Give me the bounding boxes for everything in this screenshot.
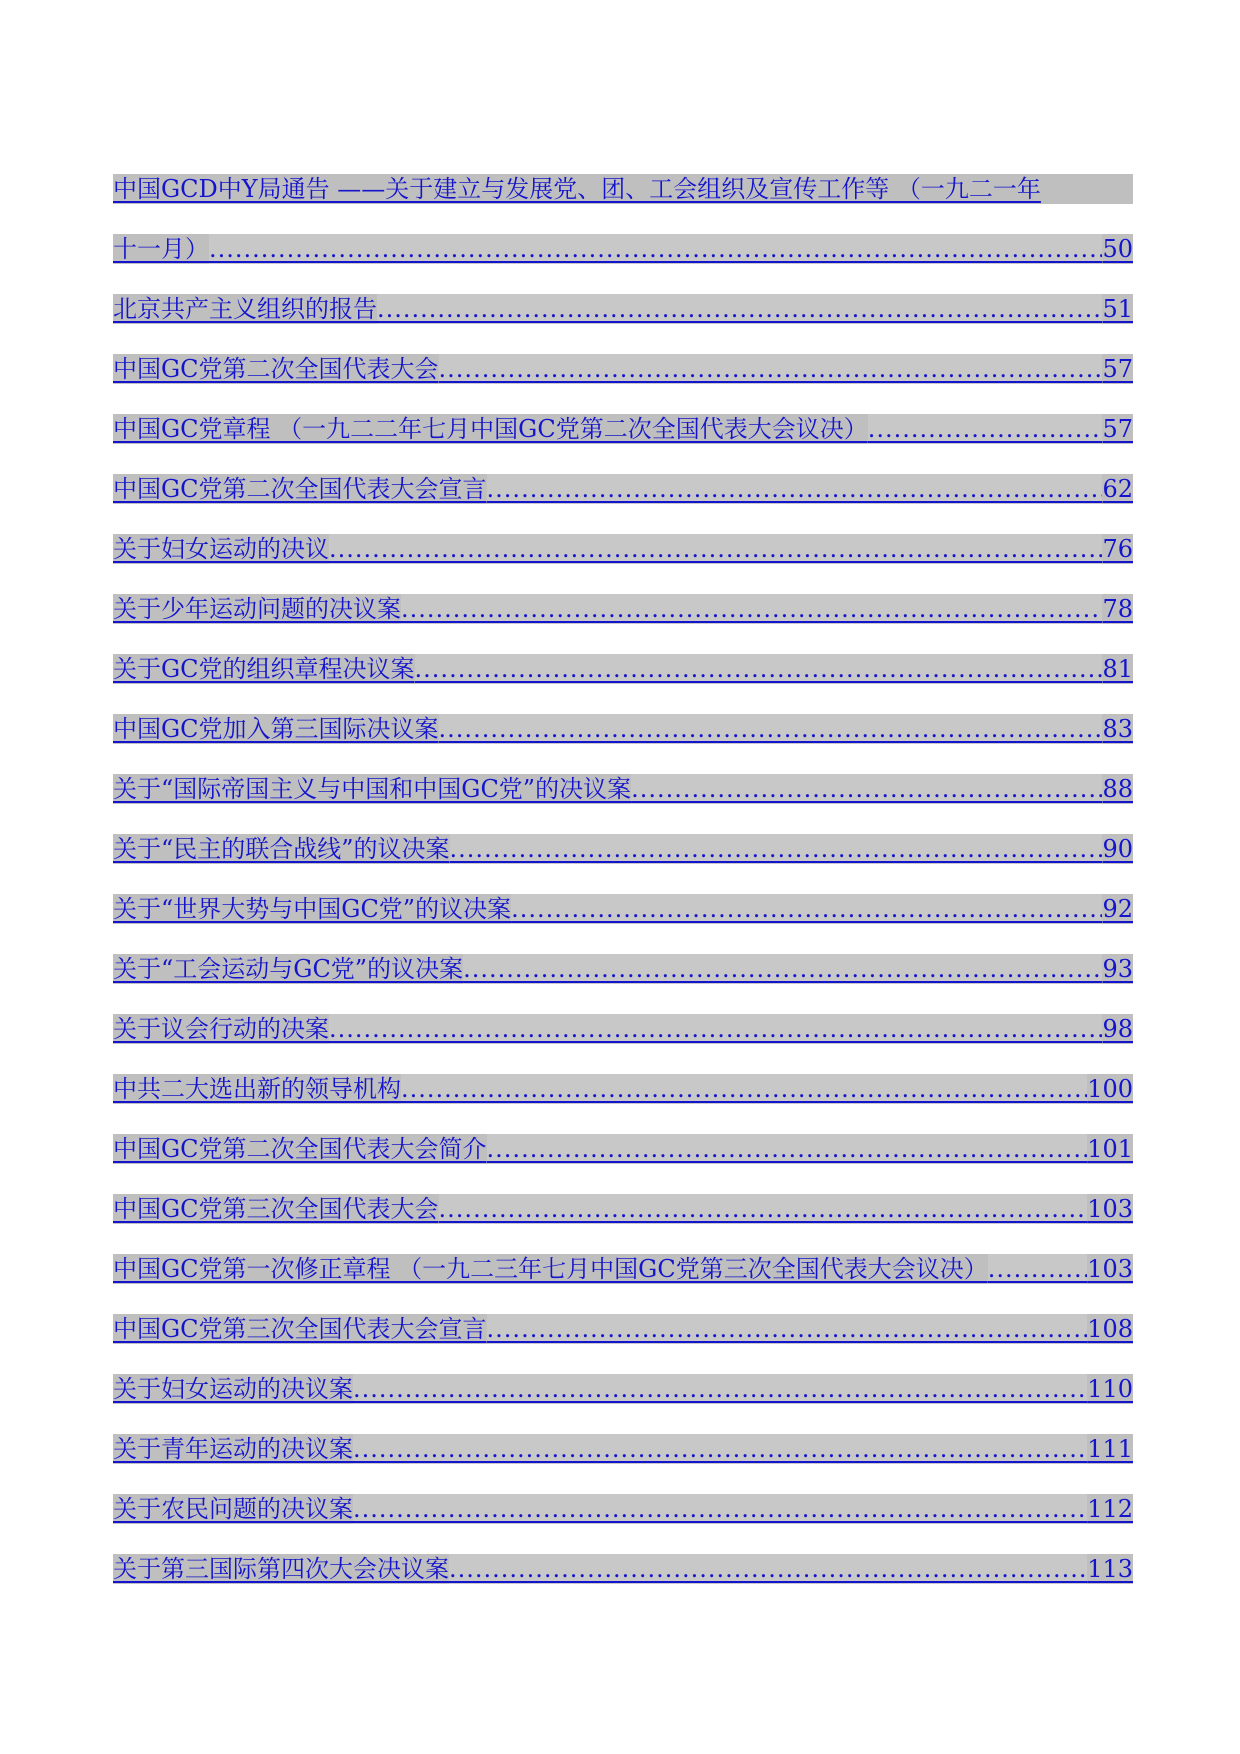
toc-entry-page-number[interactable]: 83 — [1102, 715, 1133, 743]
toc-entry-line — [113, 294, 1133, 324]
toc-entry-title[interactable]: 关于妇女运动的决议案 — [113, 1375, 353, 1403]
toc-entry-title[interactable]: 关于“国际帝国主义与中国和中国GC党”的决议案 — [113, 775, 632, 803]
toc-entry-page-number[interactable]: 92 — [1102, 895, 1133, 923]
toc-entry[interactable] — [113, 170, 1133, 290]
toc-entry[interactable] — [113, 650, 1133, 710]
toc-entry-title[interactable]: 中国GC党第二次全国代表大会 — [113, 355, 439, 383]
dot-leader[interactable] — [353, 1494, 1087, 1524]
dot-leader[interactable] — [415, 654, 1103, 684]
toc-entry-title[interactable]: 关于少年运动问题的决议案 — [113, 595, 401, 623]
dot-leader[interactable] — [868, 414, 1103, 444]
toc-entry-line — [113, 1374, 1133, 1404]
toc-entry-title[interactable]: 十一月） — [113, 235, 209, 263]
toc-entry-line — [113, 1134, 1133, 1164]
toc-entry-page-number[interactable]: 51 — [1102, 295, 1133, 323]
toc-entry-line — [113, 1314, 1133, 1344]
toc-entry[interactable] — [113, 1550, 1133, 1610]
toc-entry[interactable] — [113, 1310, 1133, 1370]
toc-entry-page-number[interactable]: 108 — [1087, 1315, 1133, 1343]
toc-entry[interactable] — [113, 470, 1133, 530]
dot-leader[interactable] — [401, 1074, 1087, 1104]
toc-entry-title[interactable]: 关于妇女运动的决议 — [113, 535, 329, 563]
toc-entry[interactable] — [113, 1430, 1133, 1490]
toc-entry-page-number[interactable]: 110 — [1087, 1375, 1133, 1403]
toc-entry-title[interactable]: 中国GC党第三次全国代表大会宣言 — [113, 1315, 487, 1343]
toc-entry-page-number[interactable]: 57 — [1102, 415, 1133, 443]
toc-entry-title[interactable]: 关于议会行动的决案 — [113, 1015, 329, 1043]
toc-entry[interactable] — [113, 890, 1133, 950]
dot-leader[interactable] — [988, 1254, 1087, 1284]
toc-entry-page-number[interactable]: 93 — [1102, 955, 1133, 983]
toc-entry-title[interactable]: 中共二大选出新的领导机构 — [113, 1075, 401, 1103]
toc-entry[interactable] — [113, 530, 1133, 590]
toc-entry-page-number[interactable]: 62 — [1102, 475, 1133, 503]
toc-entry-page-number[interactable]: 113 — [1087, 1555, 1133, 1583]
toc-entry-page-number[interactable]: 50 — [1102, 235, 1133, 263]
toc-entry-line — [113, 234, 1133, 264]
toc-entry-title[interactable]: 中国GC党第三次全国代表大会 — [113, 1195, 439, 1223]
toc-entry-line — [113, 354, 1133, 384]
toc-entry[interactable] — [113, 290, 1133, 350]
toc-entry-first-line — [113, 174, 1133, 204]
toc-entry-title[interactable]: 关于第三国际第四次大会决议案 — [113, 1555, 449, 1583]
toc-entry[interactable] — [113, 410, 1133, 470]
toc-entry-page-number[interactable]: 57 — [1102, 355, 1133, 383]
toc-entry-title[interactable]: 关于农民问题的决议案 — [113, 1495, 353, 1523]
toc-entry[interactable] — [113, 1370, 1133, 1430]
dot-leader[interactable] — [463, 954, 1102, 984]
toc-entry-page-number[interactable]: 112 — [1087, 1495, 1133, 1523]
toc-entry-line — [113, 834, 1133, 864]
toc-entry-line — [113, 1254, 1133, 1284]
toc-entry-title[interactable]: 中国GC党章程 （一九二二年七月中国GC党第二次全国代表大会议决） — [113, 415, 868, 443]
toc-entry-line — [113, 714, 1133, 744]
toc-entry-title-line1[interactable]: 中国GCD中Y局通告 ——关于建立与发展党、团、工会组织及宣传工作等 （一九二一年 — [113, 175, 1041, 203]
toc-entry-title[interactable]: 北京共产主义组织的报告 — [113, 295, 377, 323]
dot-leader[interactable] — [439, 714, 1103, 744]
toc-entry-title[interactable]: 关于青年运动的决议案 — [113, 1435, 353, 1463]
toc-entry-page-number[interactable]: 103 — [1087, 1255, 1133, 1283]
dot-leader[interactable] — [487, 1134, 1088, 1164]
dot-leader[interactable] — [353, 1434, 1087, 1464]
toc-entry-page-number[interactable]: 101 — [1087, 1135, 1133, 1163]
dot-leader[interactable] — [377, 294, 1102, 324]
toc-entry-title[interactable]: 中国GC党加入第三国际决议案 — [113, 715, 439, 743]
toc-entry-title[interactable]: 关于“世界大势与中国GC党”的议决案 — [113, 895, 512, 923]
toc-entry[interactable] — [113, 1250, 1133, 1310]
toc-entry-page-number[interactable]: 76 — [1102, 535, 1133, 563]
toc-entry[interactable] — [113, 950, 1133, 1010]
toc-entry-page-number[interactable]: 81 — [1102, 655, 1133, 683]
toc-entry-page-number[interactable]: 90 — [1102, 835, 1133, 863]
toc-entry[interactable] — [113, 350, 1133, 410]
toc-entry-line — [113, 1554, 1133, 1584]
toc-entry-line — [113, 954, 1133, 984]
toc-entry-page-number[interactable]: 100 — [1087, 1075, 1133, 1103]
dot-leader[interactable] — [353, 1374, 1087, 1404]
table-of-contents — [113, 170, 1133, 1610]
dot-leader[interactable] — [450, 834, 1103, 864]
toc-entry-page-number[interactable]: 103 — [1087, 1195, 1133, 1223]
toc-entry-page-number[interactable]: 78 — [1102, 595, 1133, 623]
toc-entry-line — [113, 1494, 1133, 1524]
toc-entry-title[interactable]: 中国GC党第一次修正章程 （一九二三年七月中国GC党第三次全国代表大会议决） — [113, 1255, 988, 1283]
toc-entry-page-number[interactable]: 88 — [1102, 775, 1133, 803]
dot-leader[interactable] — [439, 1194, 1088, 1224]
toc-entry-line — [113, 894, 1133, 924]
toc-entry[interactable] — [113, 1490, 1133, 1550]
dot-leader[interactable] — [631, 774, 1102, 804]
toc-entry-line — [113, 1014, 1133, 1044]
toc-entry[interactable] — [113, 590, 1133, 650]
toc-entry-page-number[interactable]: 111 — [1087, 1435, 1133, 1463]
toc-entry-title[interactable]: 关于GC党的组织章程决议案 — [113, 655, 415, 683]
toc-entry-line — [113, 414, 1133, 444]
toc-entry-line — [113, 1074, 1133, 1104]
dot-leader[interactable] — [439, 354, 1103, 384]
toc-entry-title[interactable]: 中国GC党第二次全国代表大会简介 — [113, 1135, 487, 1163]
toc-entry[interactable] — [113, 1130, 1133, 1190]
dot-leader[interactable] — [329, 1014, 1102, 1044]
dot-leader[interactable] — [511, 894, 1102, 924]
toc-entry[interactable] — [113, 1070, 1133, 1130]
dot-leader[interactable] — [487, 1314, 1088, 1344]
toc-entry-line — [113, 654, 1133, 684]
toc-entry-line — [113, 594, 1133, 624]
toc-entry[interactable] — [113, 770, 1133, 830]
toc-entry-page-number[interactable]: 98 — [1102, 1015, 1133, 1043]
toc-entry-line — [113, 1194, 1133, 1224]
toc-entry[interactable] — [113, 830, 1133, 890]
toc-entry[interactable] — [113, 1190, 1133, 1250]
toc-entry-title[interactable]: 关于“工会运动与GC党”的议决案 — [113, 955, 464, 983]
toc-entry-line — [113, 534, 1133, 564]
toc-entry-line — [113, 774, 1133, 804]
dot-leader[interactable] — [209, 234, 1102, 264]
dot-leader[interactable] — [449, 1554, 1087, 1584]
toc-entry[interactable] — [113, 710, 1133, 770]
dot-leader[interactable] — [401, 594, 1102, 624]
toc-entry-line — [113, 1434, 1133, 1464]
toc-entry-title[interactable]: 关于“民主的联合战线”的议决案 — [113, 835, 450, 863]
dot-leader[interactable] — [329, 534, 1102, 564]
toc-entry[interactable] — [113, 1010, 1133, 1070]
toc-entry-title[interactable]: 中国GC党第二次全国代表大会宣言 — [113, 475, 487, 503]
dot-leader[interactable] — [487, 474, 1103, 504]
toc-entry-line — [113, 474, 1133, 504]
